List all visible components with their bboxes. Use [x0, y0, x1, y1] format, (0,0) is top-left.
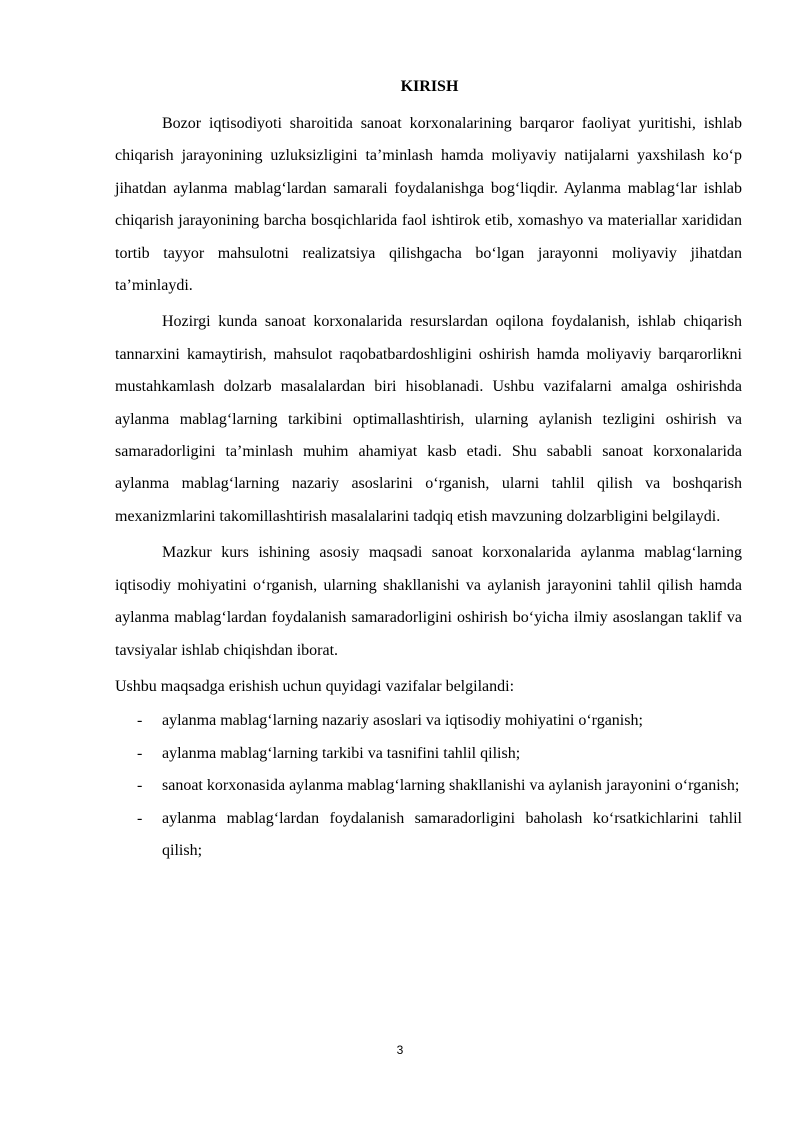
paragraph-2: Hozirgi kunda sanoat korxonalarida resurslardan oqilona foydalanish, ishlab chiqarish tannarxini kamaytirish, mahsulot raqobatbardoshligini oshirish hamda moliyaviy barqarorlikni mustahkamlash dolzarb masalalardan biri hisoblanadi. Ushbu vazifalarni amalga oshirishda aylanma mablag‘larning tarkibini optimallashtirish, ularning aylanish tezligini oshirish va samaradorligini ta’minlash muhim ahamiyat kasb etadi. Shu sababli sanoat korxonalarida aylanma mablag‘larning nazariy asoslarini o‘rganish, ularni tahlil qilish va boshqarish mexanizmlarini takomillashtirish masalalarini tadqiq etish mavzuning dolzarbligini belgilaydi.	[115, 313, 742, 525]
paragraph-3: Mazkur kurs ishining asosiy maqsadi sanoat korxonalarida aylanma mablag‘larning iqtisodiy mohiyatini o‘rganish, ularning shakllanishi va aylanish jarayonini tahlil qilish hamda aylanma mablag‘lardan foydalanish samaradorligini oshirish bo‘yicha ilmiy asoslangan taklif va tavsiyalar ishlab chiqishdan iborat.	[115, 544, 742, 659]
page-content	[115, 72, 742, 867]
bullet-dash: -	[137, 777, 143, 795]
list-item-text: aylanma mablag‘larning nazariy asoslari va iqtisodiy mohiyatini o‘rganish;	[162, 712, 643, 730]
bullet-dash: -	[137, 744, 143, 762]
list-item	[115, 738, 742, 770]
tasks-list	[115, 705, 742, 867]
list-item-text: aylanma mablag‘larning tarkibi va tasnifini tahlil qilish;	[162, 744, 521, 762]
paragraph-1: Bozor iqtisodiyoti sharoitida sanoat korxonalarining barqaror faoliyat yuritishi, ishlab chiqarish jarayonining uzluksizligini ta’minlash hamda moliyaviy natijalarni yaxshilash ko‘p jihatdan aylanma mablag‘lardan samarali foydalanishga bog‘liqdir. Aylanma mablag‘lar ishlab chiqarish jarayonining barcha bosqichlarida faol ishtirok etib, xomashyo va materiallar xarididan tortib tayyor mahsulotni realizatsiya qilishgacha bo‘lgan jarayonni moliyaviy jihatdan ta’minlaydi.	[115, 115, 742, 295]
page-number: 3	[396, 1043, 404, 1057]
list-item-text: sanoat korxonasida aylanma mablag‘larning shakllanishi va aylanish jarayonini o‘rganish;	[162, 777, 740, 795]
list-item	[115, 705, 742, 737]
list-item-text: aylanma mablag‘lardan foydalanish samaradorligini baholash ko‘rsatkichlarini tahlil qilish;	[162, 809, 742, 859]
section-title: KIRISH	[400, 78, 459, 95]
tasks-intro: Ushbu maqsadga erishish uchun quyidagi vazifalar belgilandi:	[115, 677, 515, 695]
bullet-dash: -	[137, 809, 143, 827]
bullet-dash: -	[137, 712, 143, 730]
list-item	[115, 803, 742, 868]
list-item	[115, 770, 742, 802]
